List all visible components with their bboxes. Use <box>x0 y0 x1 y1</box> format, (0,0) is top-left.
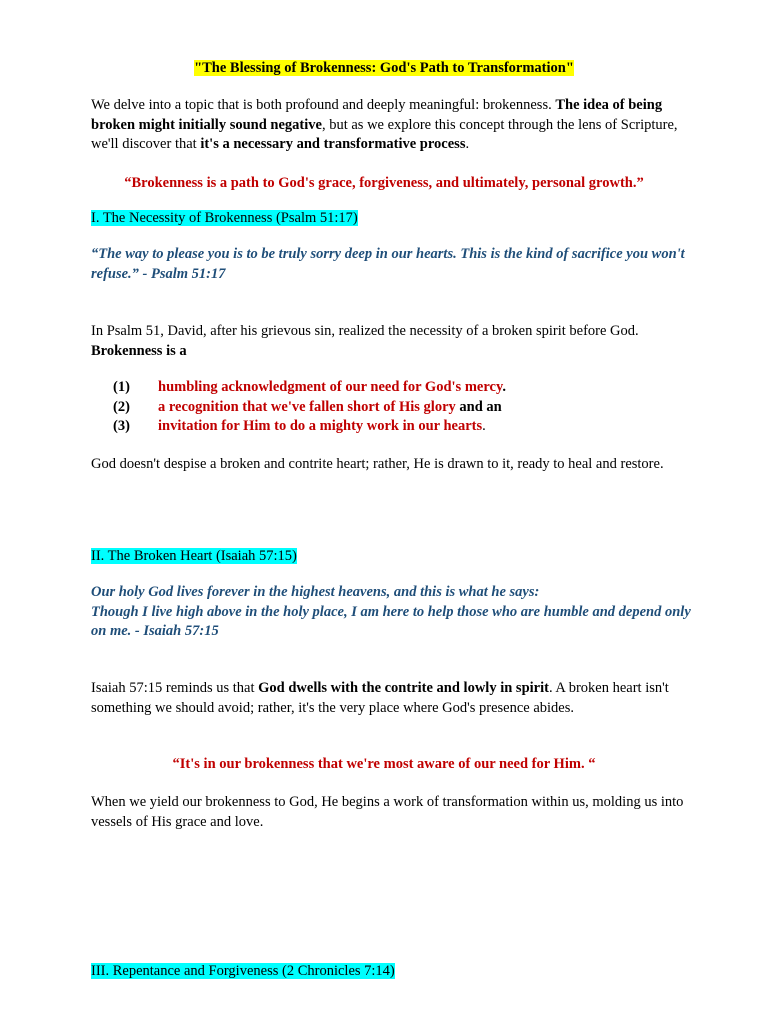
list-item: (3) invitation for Him to do a mighty work in our hearts. <box>113 418 486 434</box>
key-quote-2: “It's in our brokenness that we're most aware of our need for Him. “ <box>172 756 596 772</box>
section-2-paragraph: Isaiah 57:15 reminds us that God dwells with the contrite and lowly in spirit. A broken heart isn't something we should avoid; rather, it's the very place where God's presence abides. <box>91 680 669 716</box>
section-1-paragraph: In Psalm 51, David, after his grievous sin, realized the necessity of a broken spirit before God. Brokenness is a <box>91 323 639 359</box>
section-1-verse: “The way to please you is to be truly sorry deep in our hearts. This is the kind of sacrifice you won't refuse.” - Psalm 51:17 <box>91 246 685 282</box>
section-2-verse: Our holy God lives forever in the highest heavens, and this is what he says: Though I live high above in the holy place, I am here to help those who are humble and depend only on me. - Isaiah 57:15 <box>91 584 691 639</box>
section-2-heading: II. The Broken Heart (Isaiah 57:15) <box>91 548 297 564</box>
brokenness-list <box>113 378 713 437</box>
document-title: "The Blessing of Brokenness: God's Path to Transformation" <box>194 60 574 76</box>
key-quote-1: “Brokenness is a path to God's grace, forgiveness, and ultimately, personal growth.” <box>124 175 644 191</box>
section-1-heading: I. The Necessity of Brokenness (Psalm 51:17) <box>91 210 358 226</box>
list-item: (2) a recognition that we've fallen short of His glory and an <box>113 398 502 415</box>
section-1-closing: God doesn't despise a broken and contrite heart; rather, He is drawn to it, ready to heal and restore. <box>91 456 664 472</box>
section-3-heading: III. Repentance and Forgiveness (2 Chronicles 7:14) <box>91 963 395 979</box>
intro-paragraph: We delve into a topic that is both profound and deeply meaningful: brokenness. The idea of being broken might initially sound negative, but as we explore this concept through the lens of Scripture, we'll discover that it's a necessary and transformative process. <box>91 97 678 152</box>
section-2-closing: When we yield our brokenness to God, He begins a work of transformation within us, molding us into vessels of His grace and love. <box>91 794 684 830</box>
list-item: (1) humbling acknowledgment of our need for God's mercy. <box>113 379 507 395</box>
